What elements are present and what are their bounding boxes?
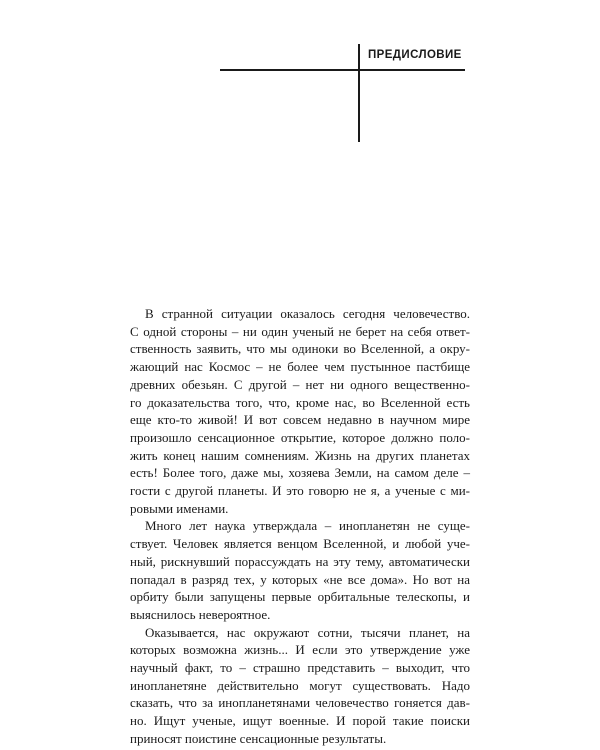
text-line: ствует. Человек является венцом Вселенной, и любой уче-: [130, 536, 470, 552]
text-line: ровыми именами.: [130, 500, 229, 516]
body-text: [130, 305, 470, 748]
text-line: приносят поистине сенсационные результаты.: [130, 730, 387, 746]
text-line: В странной ситуации оказалось сегодня человечество.: [145, 306, 470, 321]
text-line: орбиту были запущены первые орбитальные телескопы, и: [130, 589, 470, 605]
text-line: есть! Более того, даже мы, хозяева Земли, на самом деле –: [130, 465, 470, 481]
text-line: сказать, что за инопланетянами человечество гоняется дав-: [130, 695, 470, 711]
paragraph-2: [130, 517, 470, 623]
text-line: которых возможна жизнь... И если это утверждение уже: [130, 642, 470, 658]
paragraph-3: [130, 624, 470, 748]
text-line: жить конец нашим сомнениям. Жизнь на других планетах: [130, 447, 470, 463]
paragraph-1: [130, 305, 470, 517]
text-line: го доказательства того, что, кроме нас, во Вселенной есть: [130, 394, 470, 410]
text-line: гости с другой планеты. И это говорю не я, а ученые с ми-: [130, 483, 470, 499]
section-title: ПРЕДИСЛОВИЕ: [368, 49, 462, 61]
header-vertical-rule: [358, 44, 360, 142]
text-line: но. Ищут ученые, ищут военные. И порой такие поиски: [130, 713, 470, 729]
text-line: Оказывается, нас окружают сотни, тысячи планет, на: [145, 624, 470, 640]
text-line: произошло сенсационное открытие, которое должно поло-: [130, 429, 470, 445]
text-line: Много лет наука утверждала – инопланетян не суще-: [145, 518, 470, 534]
text-line: выяснилось невероятное.: [130, 606, 271, 622]
text-line: еще кто-то живой! И вот совсем недавно в научном мире: [130, 412, 470, 428]
text-line: научный факт, то – страшно представить – выходит, что: [130, 660, 470, 676]
text-line: ный, рискнувший порассуждать на эту тему, автоматически: [130, 553, 470, 569]
text-line: древних обезьян. С другой – нет ни одного вещественно-: [130, 376, 470, 392]
text-line: С одной стороны – ни один ученый не берет на себя ответ-: [130, 323, 470, 339]
text-line: инопланетяне действительно могут существовать. Надо: [130, 677, 470, 693]
text-line: жающий нас Космос – не более чем пустынное пастбище: [130, 359, 470, 375]
text-line: попадал в разряд тех, у которых «не все дома». Но вот на: [130, 571, 470, 587]
header-horizontal-rule: [220, 69, 465, 71]
text-line: ственность заявить, что мы одиноки во Вселенной, а окру-: [130, 341, 470, 357]
